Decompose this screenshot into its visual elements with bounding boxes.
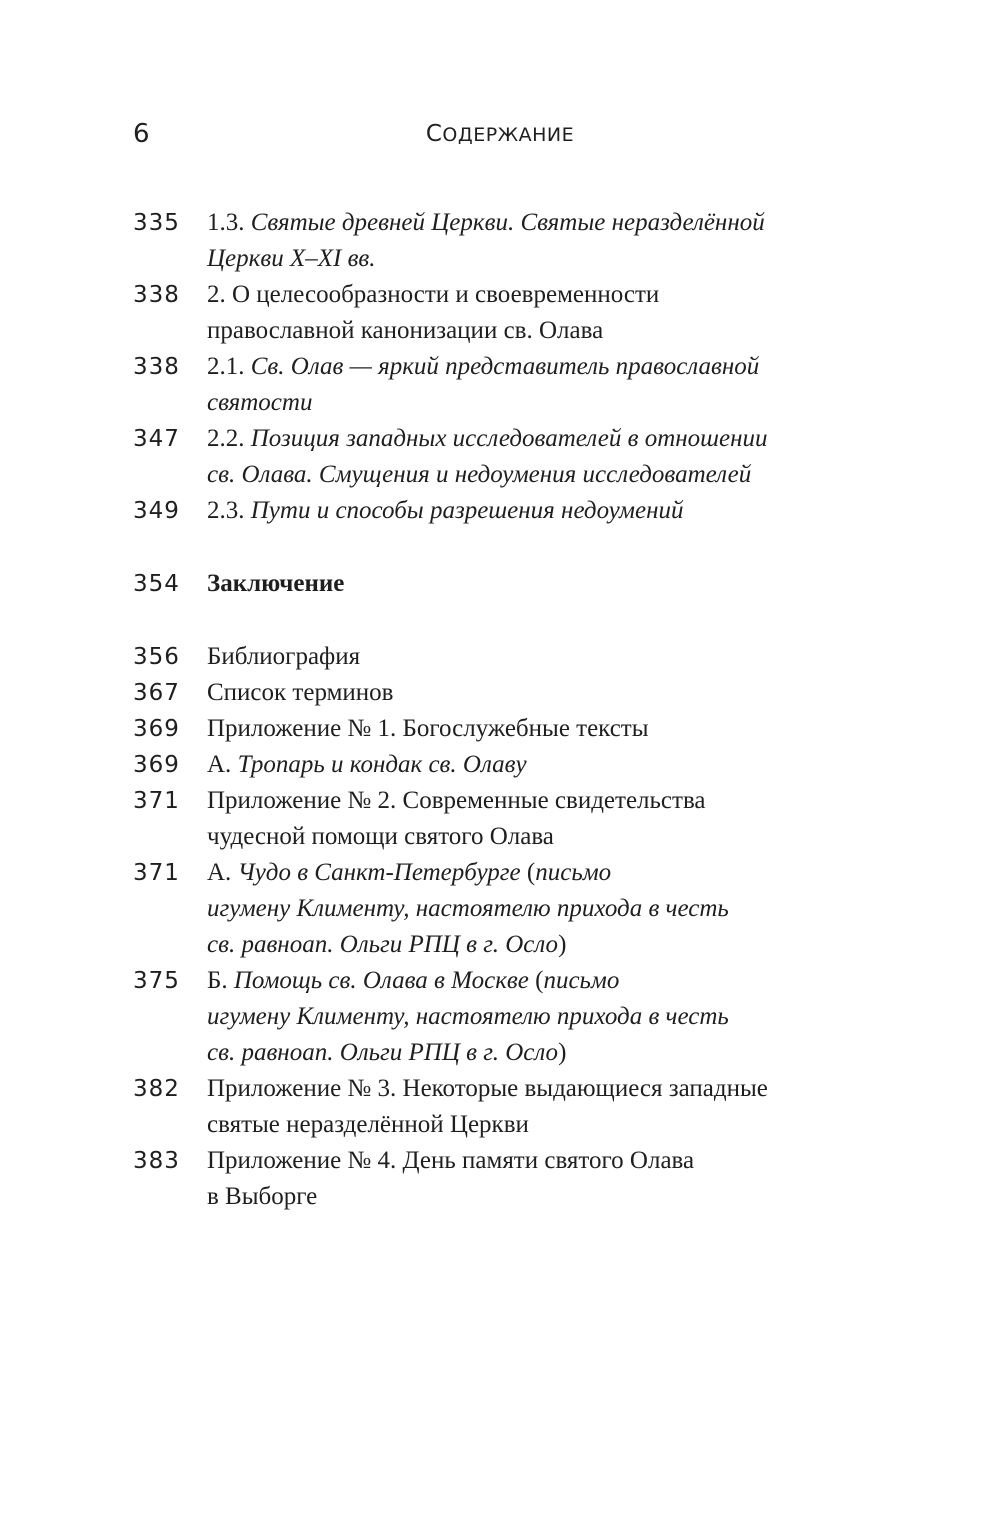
- toc-page: 369: [133, 752, 180, 778]
- toc-title: [207, 855, 867, 963]
- toc-entry[interactable]: [0, 421, 1000, 493]
- toc-italic-cont: игумену Клименту, настоятелю прихода в честь: [207, 1003, 729, 1030]
- toc-entry[interactable]: [0, 277, 1000, 349]
- toc-prefix: 2.1.: [207, 353, 251, 380]
- toc-title: Библиография: [207, 643, 361, 670]
- section-gap: [0, 529, 1000, 566]
- toc-title: [207, 205, 867, 277]
- toc-title: Приложение № 1. Богослужебные тексты: [207, 715, 649, 742]
- toc-entry[interactable]: [0, 1143, 1000, 1215]
- toc-title: [207, 421, 867, 493]
- toc-italic-cont: святости: [207, 389, 313, 416]
- toc-page: 375: [133, 968, 180, 994]
- toc-italic-cont: св. Олава. Смущения и недоумения исследователей: [207, 461, 752, 488]
- toc-italic-cont: игумену Клименту, настоятелю прихода в честь: [207, 895, 729, 922]
- toc-line: 2. О целесообразности и своевременности: [207, 281, 660, 308]
- toc-line: Приложение № 2. Современные свидетельства: [207, 787, 706, 814]
- toc-title: Список терминов: [207, 679, 394, 706]
- toc-entry[interactable]: [0, 711, 1000, 747]
- running-title: [0, 120, 1000, 149]
- running-title-initial: С: [425, 121, 443, 147]
- toc-paren-open: (: [528, 967, 544, 994]
- toc-italic-cont: св. равноап. Ольги РПЦ в г. Осло: [207, 1039, 559, 1066]
- toc-page: 383: [133, 1148, 180, 1174]
- toc-entry[interactable]: [0, 747, 1000, 783]
- toc-title: [207, 783, 867, 855]
- toc-page: 347: [133, 426, 180, 452]
- toc-italic: Св. Олав — яркий представитель православной: [250, 353, 760, 380]
- toc-line: Приложение № 3. Некоторые выдающиеся западные: [207, 1075, 768, 1102]
- toc-paren-open: (: [520, 859, 536, 886]
- toc-italic-cont: св. равноап. Ольги РПЦ в г. Осло: [207, 931, 559, 958]
- toc-paren-close: ): [558, 1039, 567, 1066]
- toc-line: Приложение № 4. День памяти святого Олава: [207, 1147, 695, 1174]
- toc-title: [207, 493, 867, 529]
- toc-page: 335: [133, 210, 180, 236]
- toc-entry[interactable]: [0, 639, 1000, 675]
- toc-title: [207, 747, 867, 783]
- toc-title: Заключение: [207, 570, 345, 597]
- page-number: 6: [133, 119, 150, 149]
- table-of-contents: [0, 205, 1000, 1215]
- toc-entry[interactable]: [0, 1071, 1000, 1143]
- toc-page: 369: [133, 716, 180, 742]
- toc-entry[interactable]: [0, 963, 1000, 1071]
- toc-italic: письмо: [543, 967, 620, 994]
- toc-title: [207, 963, 867, 1071]
- toc-title: [207, 1071, 867, 1143]
- toc-italic: Позиция западных исследователей в отношении: [250, 425, 768, 452]
- toc-page: 367: [133, 680, 180, 706]
- toc-italic: Чудо в Санкт-Петербурге: [237, 859, 521, 886]
- running-title-rest: ОДЕРЖАНИЕ: [442, 124, 575, 146]
- toc-page: 338: [133, 282, 180, 308]
- toc-entry-conclusion[interactable]: [0, 566, 1000, 602]
- toc-page: 338: [133, 354, 180, 380]
- toc-prefix: А.: [207, 751, 238, 778]
- toc-paren-close: ): [558, 931, 567, 958]
- toc-page: 354: [133, 571, 180, 597]
- toc-entry[interactable]: [0, 493, 1000, 529]
- toc-title: [207, 277, 867, 349]
- toc-line-cont: в Выборге: [207, 1183, 318, 1210]
- toc-prefix: 1.3.: [207, 209, 251, 236]
- toc-italic: Тропарь и кондак св. Олаву: [237, 751, 527, 778]
- toc-page: 382: [133, 1076, 180, 1102]
- toc-prefix: Б.: [207, 967, 234, 994]
- toc-line-cont: святые неразделённой Церкви: [207, 1111, 529, 1138]
- toc-line-cont: чудесной помощи святого Олава: [207, 823, 554, 850]
- toc-entry[interactable]: [0, 855, 1000, 963]
- toc-page: 371: [133, 788, 180, 814]
- toc-entry[interactable]: [0, 675, 1000, 711]
- toc-title: [207, 1143, 867, 1215]
- toc-italic: Помощь св. Олава в Москве: [233, 967, 529, 994]
- toc-line-cont: православной канонизации св. Олава: [207, 317, 604, 344]
- toc-prefix: 2.3.: [207, 497, 251, 524]
- toc-italic: Святые древней Церкви. Святые неразделённой: [250, 209, 765, 236]
- toc-prefix: 2.2.: [207, 425, 251, 452]
- toc-entry[interactable]: [0, 349, 1000, 421]
- toc-page: 349: [133, 498, 180, 524]
- section-gap: [0, 602, 1000, 639]
- toc-italic: Пути и способы разрешения недоумений: [250, 497, 684, 524]
- toc-entry[interactable]: [0, 205, 1000, 277]
- toc-italic-cont: Церкви X–XI вв.: [207, 245, 376, 272]
- toc-prefix: А.: [207, 859, 238, 886]
- toc-title: [207, 349, 867, 421]
- toc-page: 371: [133, 860, 180, 886]
- toc-page: 356: [133, 644, 180, 670]
- toc-italic: письмо: [535, 859, 612, 886]
- toc-entry[interactable]: [0, 783, 1000, 855]
